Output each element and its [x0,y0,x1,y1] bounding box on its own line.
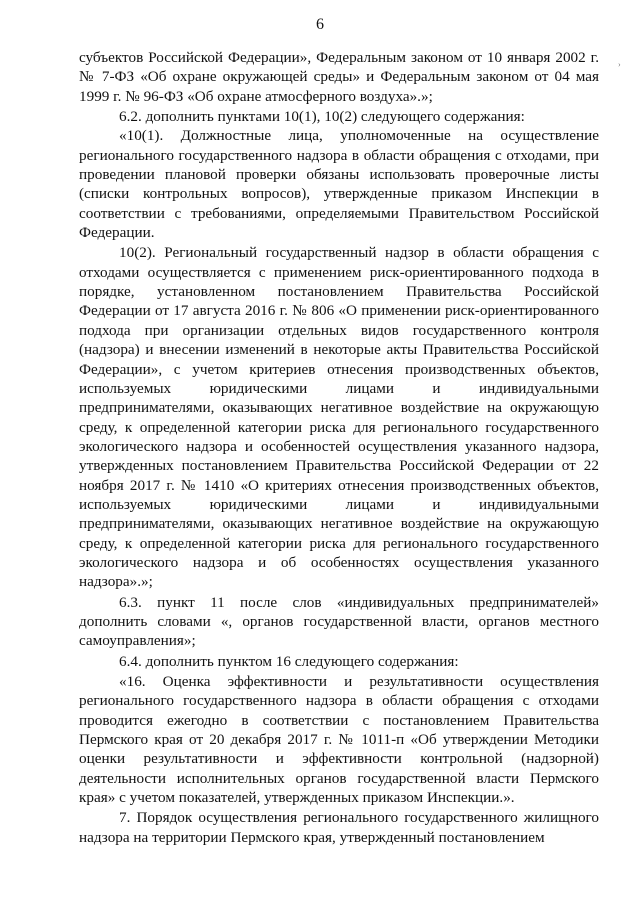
paragraph: 6.3. пункт 11 после слов «индивидуальных предпринимателей» дополнить словами «, органов государственной власти, органов местного самоуправления»; [79,593,599,650]
paragraph: субъектов Российской Федерации», Федеральным законом от 10 января 2002 г. № 7-ФЗ «Об охране окружающей среды» и Федеральным законом от 04 мая 1999 г. № 96-ФЗ «Об охране атмосферного воздуха».»; [79,49,599,105]
paragraph: «16. Оценка эффективности и результативности осуществления регионального государственного надзора в области обращения с отходами проводится ежегодно в соответствии с постановлением Правительства Пермского края от 20 декабря 2017 г. № 1011-п «Об утверждении Методики оценки результативности и эффективности контрольной (надзорной) деятельности исполнительных органов государственной власти Пермского края» с учетом показателей, утвержденных приказом Инспекции.». [79,673,599,807]
paragraph: 6.2. дополнить пунктами 10(1), 10(2) следующего содержания: [119,108,525,126]
margin-mark: › [618,60,621,69]
paragraph: 10(2). Региональный государственный надзор в области обращения с отходами осуществляется с применением риск-ориентированного подхода в порядке, установленном постановлением Правительства Российской Федерации от 17 августа 2016 г. № 806 «О применении риск-ориентированного подхода при организации отдельных видов государственного контроля (надзора) и внесении изменений в некоторые акты Правительства Российской Федерации», с учетом критериев отнесения производственных объектов, используемых юридическими лицами и индивидуальными предпринимателями, оказывающих негативное воздействие на окружающую среду, к определенной категории риска для регионального государственного экологического надзора и особенностей осуществления указанного надзора, утвержденных постановлением Правительства Российской Федерации от 22 ноября 2017 г. № 1410 «О критериях отнесения производственных объектов, используемых юридическими лицами и индивидуальными предпринимателями, оказывающих негативное воздействие на окружающую среду, к определенной категории риска для регионального государственного экологического надзора и об особенностях осуществления указанного надзора».»; [79,244,599,591]
page-number: 6 [316,16,324,33]
paragraph: «10(1). Должностные лица, уполномоченные на осуществление регионального государственного надзора в области обращения с отходами, при проведении плановой проверки обязаны использовать проверочные листы (списки контрольных вопросов), утвержденные приказом Инспекции в соответствии с требованиями, определяемыми Правительством Российской Федерации. [79,127,599,242]
paragraph: 7. Порядок осуществления регионального государственного жилищного надзора на территории Пермского края, утвержденный постановлением [79,809,599,846]
body-text [79,48,599,847]
paragraph: 6.4. дополнить пунктом 16 следующего содержания: [119,652,459,670]
